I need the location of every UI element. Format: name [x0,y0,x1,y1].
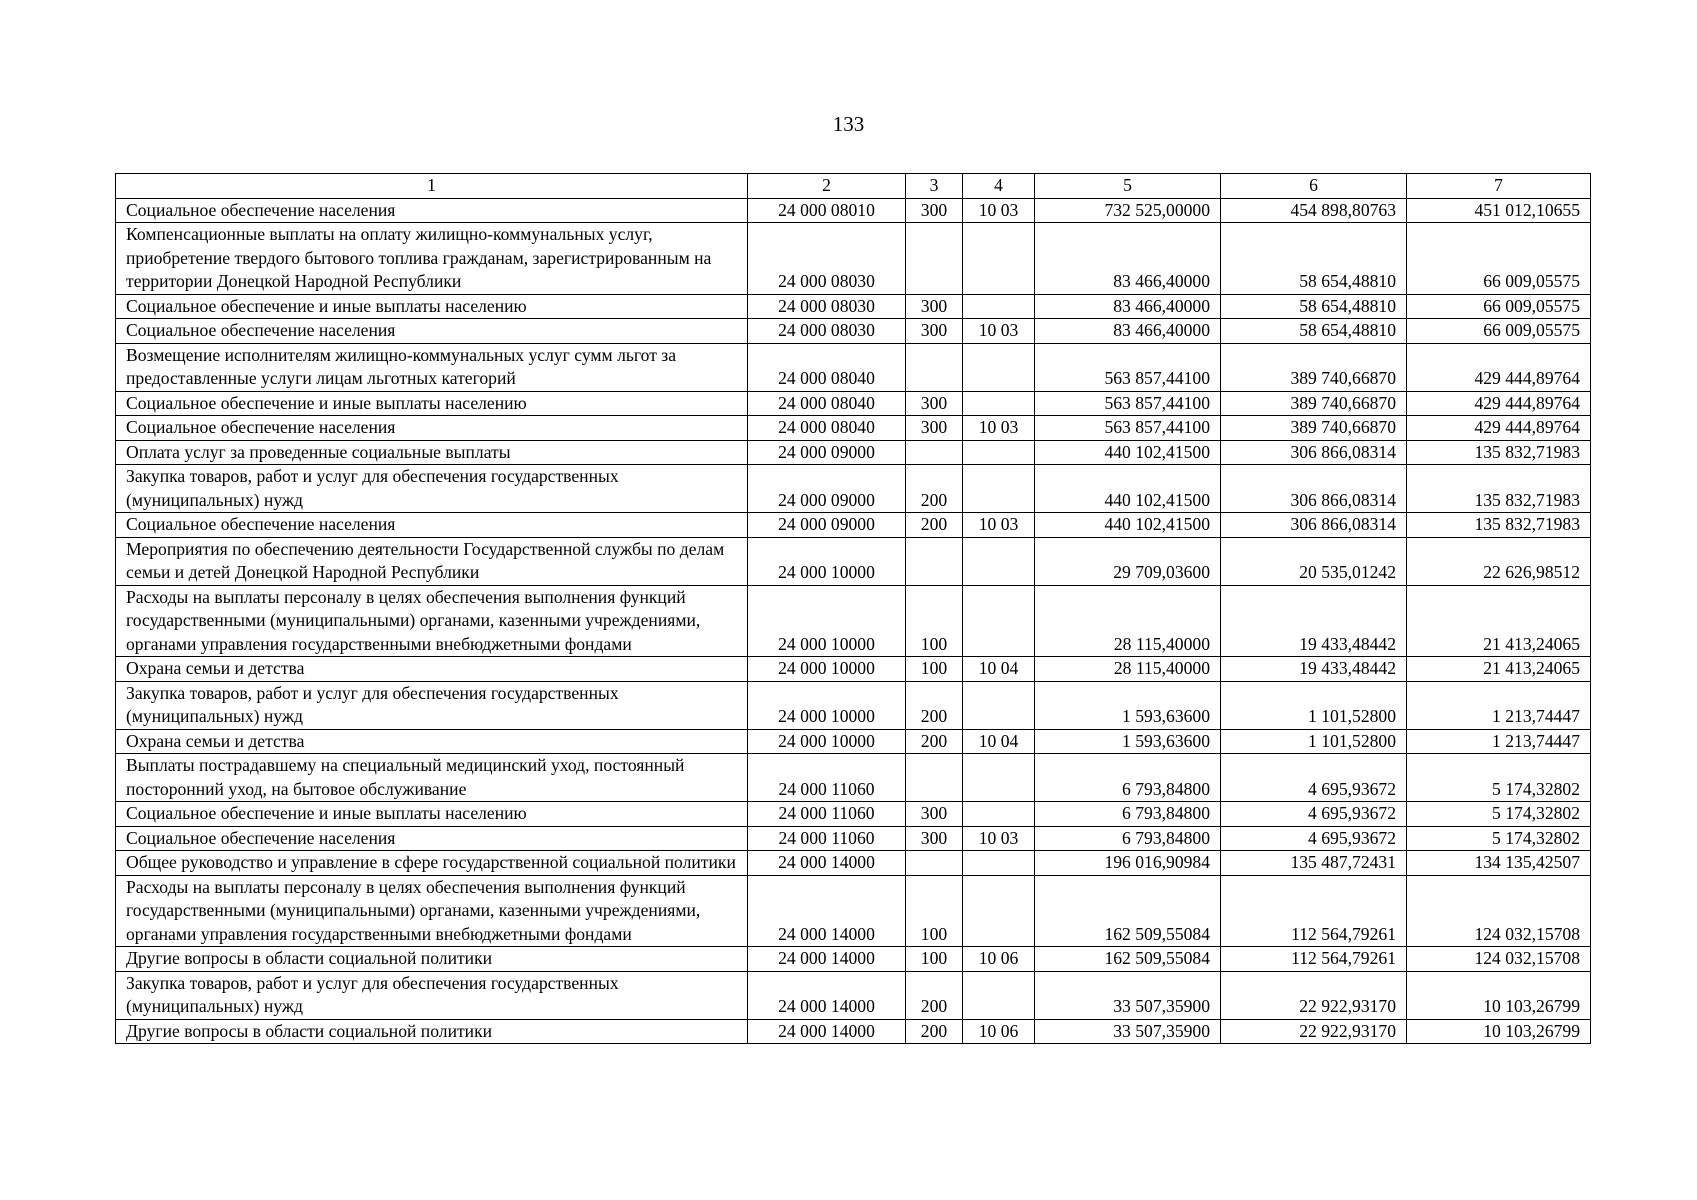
section-code [963,223,1035,295]
target-article-code: 24 000 14000 [748,1019,906,1044]
target-article-code: 24 000 08030 [748,223,906,295]
expense-type-code [906,851,963,876]
amount-col-7: 429 444,89764 [1407,343,1591,391]
amount-col-6: 306 866,08314 [1221,465,1407,513]
table-row [116,343,1591,391]
table-row [116,537,1591,585]
item-name: Компенсационные выплаты на оплату жилищно-коммунальных услуг, приобретение твердого бытового топлива гражданам, зарегистрированным на территории Донецкой Народной Республики [116,223,748,295]
expense-type-code [906,537,963,585]
amount-col-7: 21 413,24065 [1407,585,1591,657]
item-name: Охрана семьи и детства [116,657,748,682]
amount-col-7: 10 103,26799 [1407,971,1591,1019]
amount-col-6: 1 101,52800 [1221,681,1407,729]
amount-col-5: 440 102,41500 [1035,440,1221,465]
amount-col-6: 454 898,80763 [1221,198,1407,223]
item-name: Другие вопросы в области социальной политики [116,1019,748,1044]
section-code [963,585,1035,657]
amount-col-6: 4 695,93672 [1221,826,1407,851]
amount-col-7: 66 009,05575 [1407,223,1591,295]
amount-col-5: 6 793,84800 [1035,802,1221,827]
section-code [963,465,1035,513]
target-article-code: 24 000 08030 [748,319,906,344]
column-header: 6 [1221,174,1407,199]
target-article-code: 24 000 14000 [748,971,906,1019]
amount-col-5: 1 593,63600 [1035,681,1221,729]
section-code: 10 06 [963,947,1035,972]
section-code [963,971,1035,1019]
amount-col-5: 440 102,41500 [1035,513,1221,538]
table-row [116,802,1591,827]
amount-col-6: 389 740,66870 [1221,343,1407,391]
section-code [963,440,1035,465]
table-row [116,875,1591,947]
amount-col-5: 29 709,03600 [1035,537,1221,585]
amount-col-5: 33 507,35900 [1035,1019,1221,1044]
expense-type-code [906,754,963,802]
amount-col-5: 83 466,40000 [1035,223,1221,295]
table-row [116,198,1591,223]
amount-col-6: 306 866,08314 [1221,440,1407,465]
item-name: Закупка товаров, работ и услуг для обеспечения государственных (муниципальных) нужд [116,681,748,729]
expense-type-code [906,440,963,465]
table-row [116,657,1591,682]
table-row [116,851,1591,876]
section-code [963,754,1035,802]
amount-col-6: 389 740,66870 [1221,416,1407,441]
table-row [116,223,1591,295]
amount-col-6: 22 922,93170 [1221,971,1407,1019]
section-code [963,851,1035,876]
target-article-code: 24 000 11060 [748,826,906,851]
amount-col-6: 306 866,08314 [1221,513,1407,538]
target-article-code: 24 000 14000 [748,947,906,972]
expense-type-code [906,223,963,295]
table-row [116,826,1591,851]
amount-col-7: 5 174,32802 [1407,754,1591,802]
item-name: Социальное обеспечение населения [116,513,748,538]
table-row [116,754,1591,802]
section-code [963,537,1035,585]
expense-type-code: 300 [906,294,963,319]
amount-col-6: 1 101,52800 [1221,729,1407,754]
amount-col-5: 83 466,40000 [1035,294,1221,319]
amount-col-6: 58 654,48810 [1221,319,1407,344]
amount-col-5: 28 115,40000 [1035,657,1221,682]
expense-type-code: 300 [906,826,963,851]
expense-type-code: 200 [906,513,963,538]
target-article-code: 24 000 08040 [748,416,906,441]
amount-col-6: 22 922,93170 [1221,1019,1407,1044]
target-article-code: 24 000 08030 [748,294,906,319]
amount-col-7: 134 135,42507 [1407,851,1591,876]
column-header: 5 [1035,174,1221,199]
amount-col-7: 1 213,74447 [1407,681,1591,729]
expense-type-code: 200 [906,681,963,729]
section-code: 10 03 [963,319,1035,344]
section-code [963,294,1035,319]
item-name: Социальное обеспечение населения [116,826,748,851]
expense-type-code: 300 [906,416,963,441]
item-name: Охрана семьи и детства [116,729,748,754]
amount-col-6: 135 487,72431 [1221,851,1407,876]
item-name: Социальное обеспечение населения [116,416,748,441]
target-article-code: 24 000 08040 [748,391,906,416]
expense-type-code: 200 [906,729,963,754]
column-header: 4 [963,174,1035,199]
table-row [116,391,1591,416]
expense-type-code: 300 [906,198,963,223]
amount-col-7: 66 009,05575 [1407,319,1591,344]
amount-col-6: 4 695,93672 [1221,802,1407,827]
amount-col-7: 22 626,98512 [1407,537,1591,585]
item-name: Мероприятия по обеспечению деятельности Государственной службы по делам семьи и детей Донецкой Народной Республики [116,537,748,585]
amount-col-5: 1 593,63600 [1035,729,1221,754]
item-name: Расходы на выплаты персоналу в целях обеспечения выполнения функций государственными (муниципальными) органами, казенными учреждениями, органами управления государственными внебюджетными фондами [116,875,748,947]
budget-table [115,173,1591,1044]
section-code [963,391,1035,416]
section-code [963,875,1035,947]
amount-col-7: 429 444,89764 [1407,391,1591,416]
amount-col-6: 112 564,79261 [1221,947,1407,972]
item-name: Общее руководство и управление в сфере государственной социальной политики [116,851,748,876]
item-name: Расходы на выплаты персоналу в целях обеспечения выполнения функций государственными (муниципальными) органами, казенными учреждениями, органами управления государственными внебюджетными фондами [116,585,748,657]
amount-col-5: 33 507,35900 [1035,971,1221,1019]
expense-type-code: 200 [906,465,963,513]
section-code: 10 06 [963,1019,1035,1044]
amount-col-6: 20 535,01242 [1221,537,1407,585]
amount-col-5: 732 525,00000 [1035,198,1221,223]
expense-type-code [906,343,963,391]
amount-col-5: 83 466,40000 [1035,319,1221,344]
expense-type-code: 300 [906,391,963,416]
amount-col-5: 196 016,90984 [1035,851,1221,876]
target-article-code: 24 000 09000 [748,465,906,513]
item-name: Социальное обеспечение и иные выплаты населению [116,391,748,416]
amount-col-5: 440 102,41500 [1035,465,1221,513]
table-row [116,416,1591,441]
item-name: Возмещение исполнителям жилищно-коммунальных услуг сумм льгот за предоставленные услуги лицам льготных категорий [116,343,748,391]
amount-col-5: 6 793,84800 [1035,826,1221,851]
table-row [116,294,1591,319]
amount-col-7: 124 032,15708 [1407,947,1591,972]
column-header: 3 [906,174,963,199]
amount-col-7: 429 444,89764 [1407,416,1591,441]
table-row [116,681,1591,729]
table-row [116,440,1591,465]
expense-type-code: 100 [906,657,963,682]
target-article-code: 24 000 08040 [748,343,906,391]
section-code [963,343,1035,391]
table-row [116,971,1591,1019]
item-name: Другие вопросы в области социальной политики [116,947,748,972]
target-article-code: 24 000 09000 [748,440,906,465]
amount-col-7: 5 174,32802 [1407,802,1591,827]
section-code: 10 03 [963,416,1035,441]
amount-col-7: 135 832,71983 [1407,513,1591,538]
section-code: 10 03 [963,513,1035,538]
amount-col-7: 21 413,24065 [1407,657,1591,682]
amount-col-7: 124 032,15708 [1407,875,1591,947]
item-name: Выплаты пострадавшему на специальный медицинский уход, постоянный посторонний уход, на бытовое обслуживание [116,754,748,802]
target-article-code: 24 000 10000 [748,657,906,682]
amount-col-7: 66 009,05575 [1407,294,1591,319]
section-code: 10 04 [963,657,1035,682]
column-header: 2 [748,174,906,199]
amount-col-6: 58 654,48810 [1221,223,1407,295]
amount-col-7: 135 832,71983 [1407,440,1591,465]
section-code: 10 03 [963,198,1035,223]
target-article-code: 24 000 10000 [748,681,906,729]
amount-col-6: 58 654,48810 [1221,294,1407,319]
section-code: 10 04 [963,729,1035,754]
amount-col-5: 563 857,44100 [1035,391,1221,416]
table-row [116,1019,1591,1044]
table-row [116,319,1591,344]
amount-col-6: 389 740,66870 [1221,391,1407,416]
target-article-code: 24 000 11060 [748,802,906,827]
expense-type-code: 200 [906,1019,963,1044]
item-name: Закупка товаров, работ и услуг для обеспечения государственных (муниципальных) нужд [116,465,748,513]
target-article-code: 24 000 11060 [748,754,906,802]
column-number-row [116,174,1591,199]
table-row [116,729,1591,754]
table-row [116,465,1591,513]
amount-col-6: 4 695,93672 [1221,754,1407,802]
target-article-code: 24 000 09000 [748,513,906,538]
table-row [116,513,1591,538]
target-article-code: 24 000 08010 [748,198,906,223]
item-name: Социальное обеспечение и иные выплаты населению [116,294,748,319]
amount-col-6: 112 564,79261 [1221,875,1407,947]
item-name: Социальное обеспечение населения [116,319,748,344]
expense-type-code: 100 [906,585,963,657]
expense-type-code: 100 [906,875,963,947]
amount-col-7: 10 103,26799 [1407,1019,1591,1044]
item-name: Оплата услуг за проведенные социальные выплаты [116,440,748,465]
amount-col-6: 19 433,48442 [1221,657,1407,682]
section-code: 10 03 [963,826,1035,851]
expense-type-code: 300 [906,802,963,827]
column-header: 1 [116,174,748,199]
amount-col-7: 135 832,71983 [1407,465,1591,513]
section-code [963,802,1035,827]
expense-type-code: 200 [906,971,963,1019]
section-code [963,681,1035,729]
expense-type-code: 100 [906,947,963,972]
amount-col-5: 6 793,84800 [1035,754,1221,802]
amount-col-5: 563 857,44100 [1035,343,1221,391]
table-body [116,198,1591,1044]
amount-col-5: 563 857,44100 [1035,416,1221,441]
target-article-code: 24 000 10000 [748,537,906,585]
target-article-code: 24 000 14000 [748,875,906,947]
target-article-code: 24 000 10000 [748,585,906,657]
amount-col-5: 162 509,55084 [1035,947,1221,972]
amount-col-7: 5 174,32802 [1407,826,1591,851]
amount-col-5: 162 509,55084 [1035,875,1221,947]
target-article-code: 24 000 14000 [748,851,906,876]
page-number: 133 [832,112,865,136]
item-name: Закупка товаров, работ и услуг для обеспечения государственных (муниципальных) нужд [116,971,748,1019]
amount-col-5: 28 115,40000 [1035,585,1221,657]
item-name: Социальное обеспечение и иные выплаты населению [116,802,748,827]
table-row [116,585,1591,657]
column-header: 7 [1407,174,1591,199]
amount-col-7: 451 012,10655 [1407,198,1591,223]
amount-col-6: 19 433,48442 [1221,585,1407,657]
amount-col-7: 1 213,74447 [1407,729,1591,754]
expense-type-code: 300 [906,319,963,344]
item-name: Социальное обеспечение населения [116,198,748,223]
table-row [116,947,1591,972]
target-article-code: 24 000 10000 [748,729,906,754]
